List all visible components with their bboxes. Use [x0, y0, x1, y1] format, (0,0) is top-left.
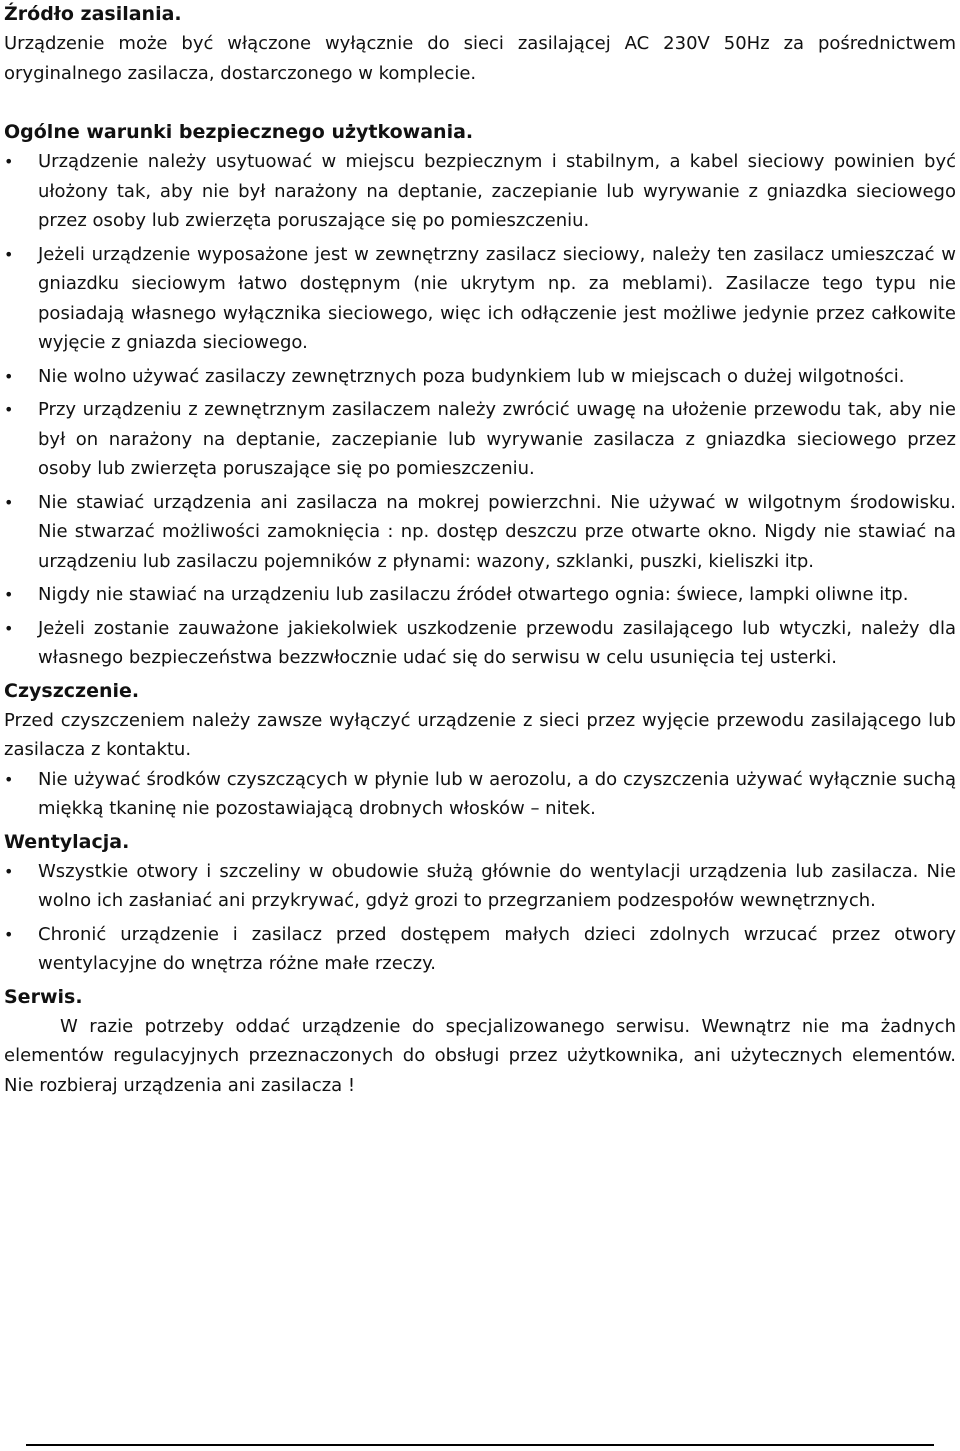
list-item: [4, 395, 956, 484]
list-item: [4, 765, 956, 824]
bullet-icon: •: [4, 152, 14, 171]
section-title-ventilation: Wentylacja.: [4, 830, 130, 853]
bullet-icon: •: [4, 924, 14, 944]
section-title-service: Serwis.: [4, 985, 83, 1008]
list-item: [4, 240, 956, 358]
list-item-text: Wszystkie otwory i szczeliny w obudowie służą głównie do wentylacji urządzenia lub zasilacza. Nie wolno ich zasłaniać ani przykrywać, gdyż grozi to przegrzaniem podzespołów wewnętrznych.: [38, 860, 956, 911]
bullet-icon: •: [4, 492, 14, 512]
bullet-icon: •: [4, 861, 14, 881]
list-item: [4, 147, 956, 236]
list-item-text: Nie stawiać urządzenia ani zasilacza na mokrej powierzchni. Nie używać w wilgotnym środowisku. Nie stwarzać możliwości zamoknięcia : np. dostęp deszczu prze otwarte okno. Nigdy nie stawiać na urządzeniu lub zasilaczu pojemników z płynami: wazony, szklanki, puszki, kieliszki itp.: [38, 491, 956, 572]
list-item-text: Chronić urządzenie i zasilacz przed dostępem małych dzieci zdolnych wrzucać przez otwory wentylacyjne do wnętrza różne małe rzeczy.: [38, 923, 956, 974]
bullet-icon: •: [4, 244, 14, 264]
list-item: [4, 362, 956, 392]
cleaning-paragraph: Przed czyszczeniem należy zawsze wyłączyć urządzenie z sieci przez wyjęcie przewodu zasilającego lub zasilacza z kontaktu.: [4, 709, 956, 760]
safety-list: [4, 147, 956, 673]
spacer: [4, 88, 956, 118]
footer-divider: [26, 1444, 934, 1446]
ventilation-list: [4, 857, 956, 979]
list-item: [4, 857, 956, 916]
bullet-icon: •: [4, 618, 14, 638]
section-title-power: Źródło zasilania.: [4, 3, 182, 25]
list-item-text: Przy urządzeniu z zewnętrznym zasilaczem należy zwrócić uwagę na ułożenie przewodu tak, aby nie był on narażony na deptanie, zaczepianie lub wyrywanie zasilacza z gniazdka sieciowego przez osoby lub zwierzęta poruszające się po pomieszczeniu.: [38, 399, 956, 479]
list-item: [4, 488, 956, 577]
power-paragraph: Urządzenie może być włączone wyłącznie do sieci zasilającej AC 230V 50Hz za pośrednictwem oryginalnego zasilacza, dostarczonego w komplecie.: [4, 33, 956, 84]
list-item-text: Jeżeli zostanie zauważone jakiekolwiek uszkodzenie przewodu zasilającego lub wtyczki, należy dla własnego bezpieczeństwa bezzwłocznie udać się do serwisu w celu usunięcia tej usterki.: [38, 617, 956, 668]
list-item: [4, 580, 956, 610]
cleaning-list: [4, 765, 956, 824]
list-item-text: Jeżeli urządzenie wyposażone jest w zewnętrzny zasilacz sieciowy, należy ten zasilacz umieszczać w gniazdku sieciowym łatwo dostępnym (nie ukrytym np. za meblami). Zasilacze tego typu nie posiadają własnego wyłącznika sieciowego, więc ich odłączenie jest możliwe jedynie przez całkowite wyjęcie z gniazda sieciowego.: [38, 243, 956, 353]
service-paragraph: W razie potrzeby oddać urządzenie do specjalizowanego serwisu. Wewnątrz nie ma żadnych elementów regulacyjnych przeznaczonych do obsługi przez użytkownika, ani użytecznych elementów. Nie rozbieraj urządzenia ani zasilacza !: [4, 1015, 956, 1096]
section-title-cleaning: Czyszczenie.: [4, 679, 140, 702]
bullet-icon: •: [4, 400, 14, 419]
section-title-safety: Ogólne warunki bezpiecznego użytkowania.: [4, 121, 474, 143]
list-item: [4, 614, 956, 673]
list-item-text: Nie wolno używać zasilaczy zewnętrznych poza budynkiem lub w miejscach o dużej wilgotności.: [38, 365, 905, 387]
document-page: [4, 0, 956, 1100]
list-item-text: Nie używać środków czyszczących w płynie lub w aerozolu, a do czyszczenia używać wyłącznie suchą miękką tkaninę nie pozostawiającą drobnych włosków – nitek.: [38, 768, 956, 819]
bullet-icon: •: [4, 769, 14, 789]
list-item-text: Nigdy nie stawiać na urządzeniu lub zasilaczu źródeł otwartego ognia: świece, lampki oliwne itp.: [38, 584, 909, 605]
bullet-icon: •: [4, 585, 14, 604]
list-item-text: Urządzenie należy usytuować w miejscu bezpiecznym i stabilnym, a kabel sieciowy powinien być ułożony tak, aby nie był narażony na deptanie, zaczepianie lub wyrywanie z gniazdka sieciowego przez osoby lub zwierzęta poruszające się po pomieszczeniu.: [38, 151, 956, 231]
list-item: [4, 920, 956, 979]
bullet-icon: •: [4, 366, 14, 386]
